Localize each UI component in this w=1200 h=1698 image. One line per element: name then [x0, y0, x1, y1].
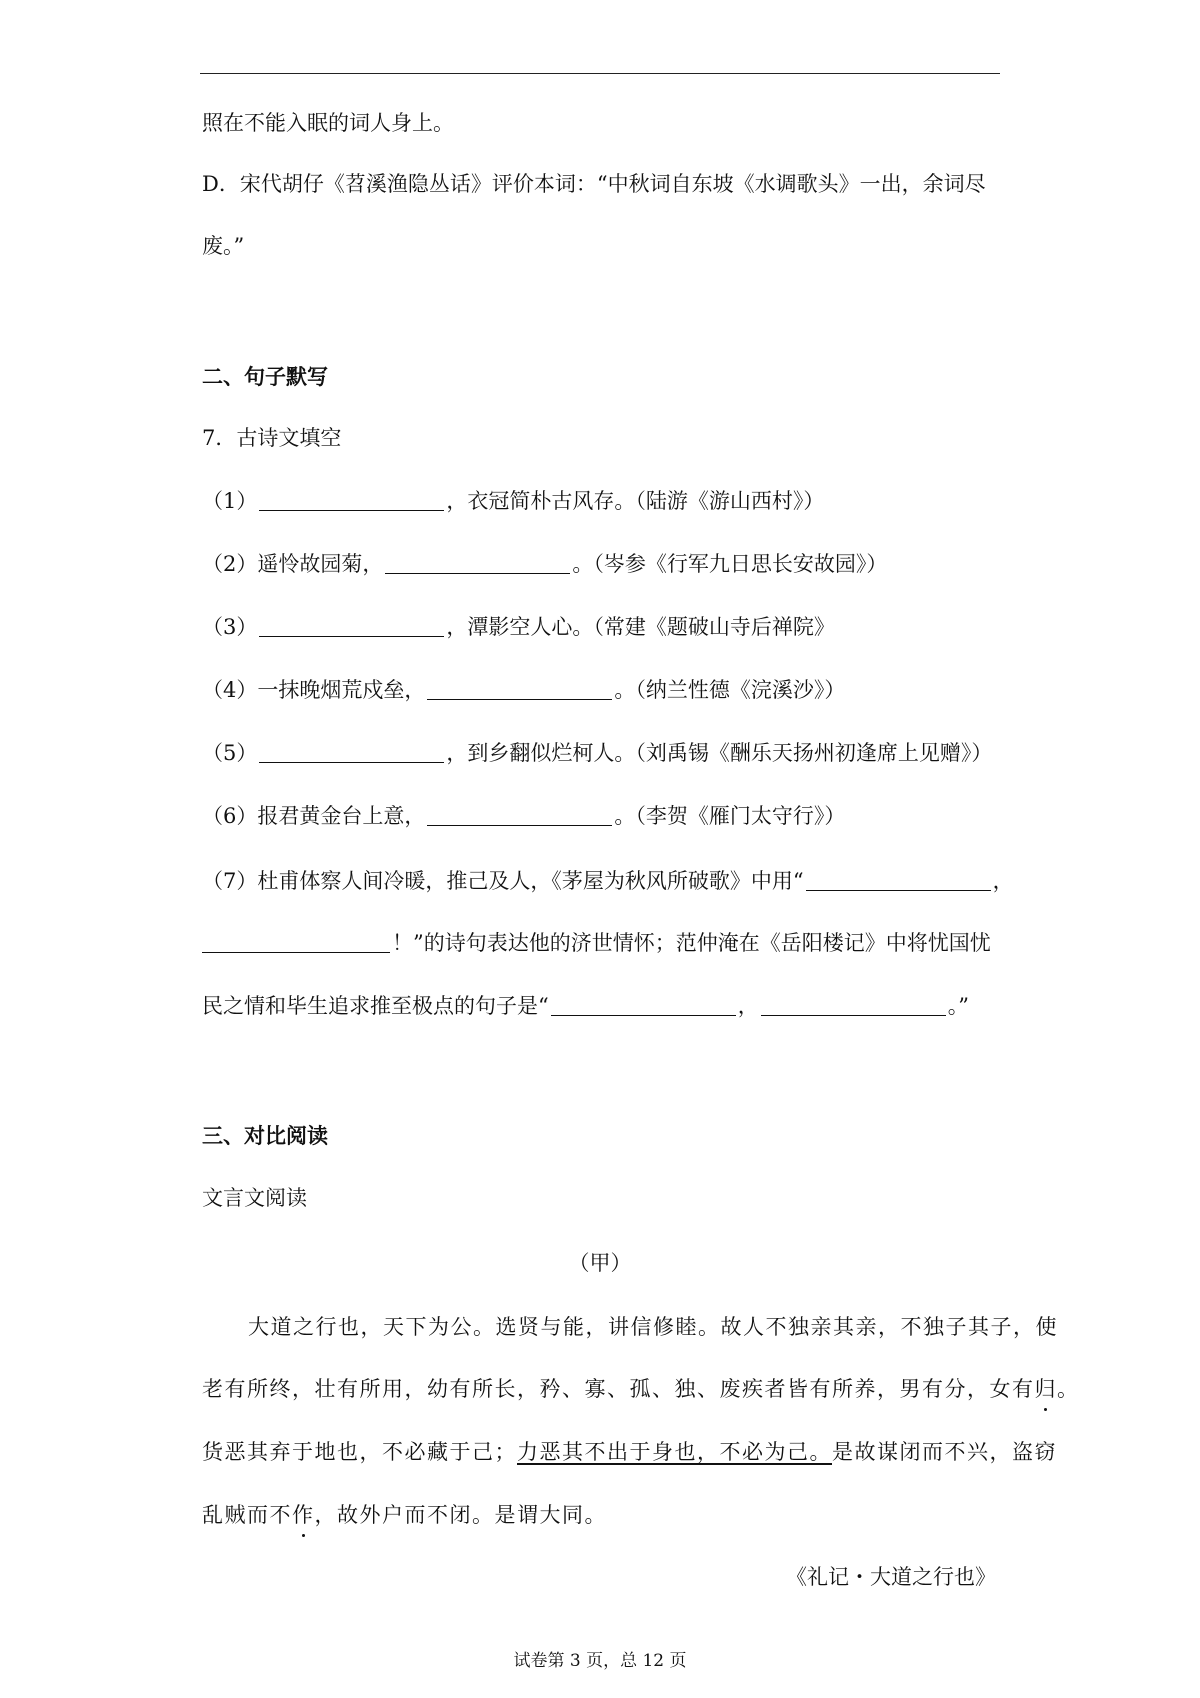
header-rule — [200, 73, 1000, 74]
fill-item-2: （2）遥怜故园菊， 。（岑参《行军九日思长安故园》） — [202, 552, 888, 576]
answer-blank[interactable] — [427, 679, 612, 700]
answer-blank[interactable] — [551, 995, 736, 1016]
answer-blank[interactable] — [259, 742, 444, 763]
answer-blank[interactable] — [761, 995, 946, 1016]
subheading: 文言文阅读 — [202, 1186, 307, 1210]
passage-line: 大道之行也，天下为公。选贤与能，讲信修睦。故人不独亲其亲，不独子其子，使 — [248, 1315, 1058, 1339]
fill-item-7-line1: （7）杜甫体察人间冷暖，推己及人，《茅屋为秋风所破歌》中用“ ， — [202, 869, 1014, 893]
underlined-sentence: 力恶其不出于身也，不必为己。 — [517, 1440, 832, 1464]
answer-blank[interactable] — [427, 805, 612, 826]
fill-item-1: （1） ，衣冠简朴古风存。（陆游《游山西村》） — [202, 489, 825, 513]
fill-item-7-line3: 民之情和毕生追求推至极点的句子是“ ， 。” — [202, 994, 969, 1018]
section-heading: 三、对比阅读 — [202, 1123, 328, 1148]
passage-line: 老有所终，壮有所用，幼有所长，矜、寡、孤、独、废疾者皆有所养，男有分，女有归。 — [202, 1377, 1080, 1401]
answer-blank[interactable] — [385, 553, 570, 574]
emphasis-char: 归 — [1034, 1377, 1057, 1401]
question-title: 7．古诗文填空 — [202, 426, 342, 450]
answer-blank[interactable] — [806, 870, 991, 891]
fill-item-4: （4）一抹晚烟荒戍垒， 。（纳兰性德《浣溪沙》） — [202, 678, 846, 702]
fill-item-5: （5） ，到乡翻似烂柯人。（刘禹锡《酬乐天扬州初逢席上见赠》） — [202, 741, 993, 765]
fill-item-7-line2: ！”的诗句表达他的济世情怀；范仲淹在《岳阳楼记》中将忧国忧 — [202, 929, 991, 957]
emphasis-char: 作 — [292, 1503, 315, 1527]
passage-line: 乱贼而不作，故外户而不闭。是谓大同。 — [202, 1503, 607, 1527]
section-heading: 二、句子默写 — [202, 364, 328, 389]
answer-blank[interactable] — [202, 932, 390, 953]
answer-blank[interactable] — [259, 490, 444, 511]
option-d-line1: D．宋代胡仔《苕溪渔隐丛话》评价本词：“中秋词自东坡《水调歌头》一出，余词尽 — [202, 172, 986, 196]
passage-source: 《礼记・大道之行也》 — [786, 1565, 996, 1589]
passage-line: 货恶其弃于地也，不必藏于己；力恶其不出于身也，不必为己。是故谋闭而不兴，盗窃 — [202, 1440, 1057, 1464]
part-label: （甲） — [568, 1251, 632, 1275]
fill-item-6: （6）报君黄金台上意， 。（李贺《雁门太守行》） — [202, 804, 846, 828]
fill-item-3: （3） ，潭影空人心。（常建《题破山寺后禅院》 — [202, 615, 835, 639]
continuation-text: 照在不能入眠的词人身上。 — [202, 111, 454, 135]
page-footer: 试卷第 3 页，总 12 页 — [513, 1651, 687, 1671]
answer-blank[interactable] — [259, 616, 444, 637]
option-d-line2: 废。” — [202, 234, 245, 258]
